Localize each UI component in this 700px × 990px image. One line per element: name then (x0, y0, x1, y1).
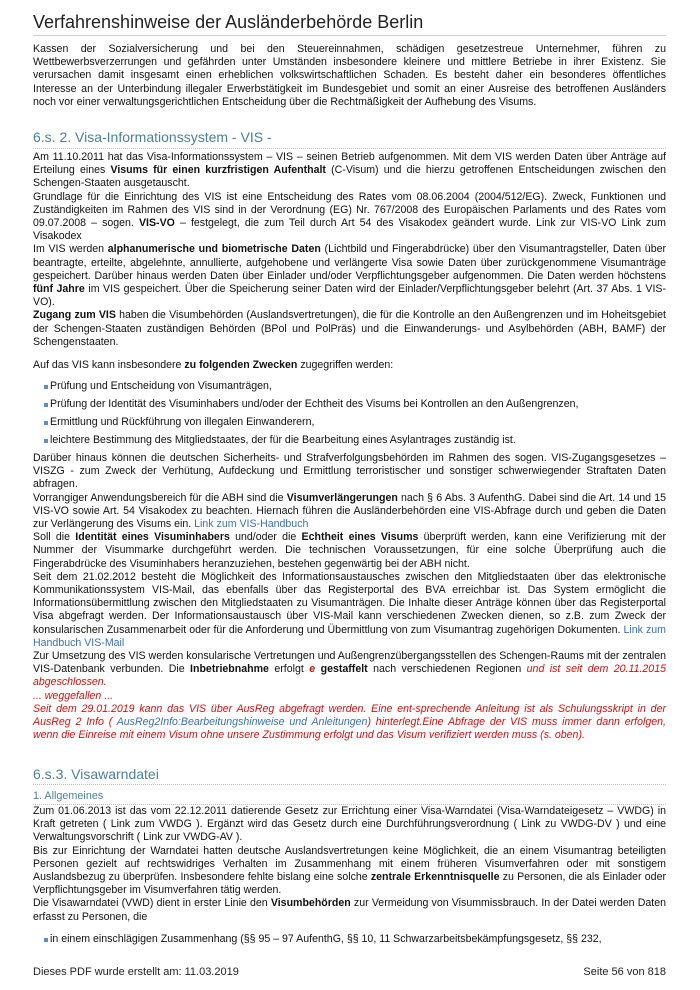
vwd-p2: Bis zur Einrichtung der Warndatei hatten deutsche Auslandsvertretungen keine Möglichkeit, die an einem Visumantrag beteiligten Personen gezielt auf rechtswidriges Verhalten im Zusammenhang mit einem früheren Visumverfahren oder mit sonstigem Auslandsbezug zu überprüfen. Insbesondere fehlte bislang eine solche zentrale Erkenntnisquelle zu Personen, die als Einlader oder Verpflichtungsgeber im Visumverfahren tätig werden. (33, 844, 666, 897)
list-item: leichtere Bestimmung des Mitgliedstaates, der für die Bearbeitung eines Asylantrages zuständig ist. (44, 434, 664, 452)
vis-p11: ... weggefallen ... (33, 689, 114, 702)
footer-created-date: Dieses PDF wurde erstellt am: 11.03.2019 (33, 966, 239, 978)
vis-mail-handbook-link[interactable]: Link zum Handbuch VIS-Mail (33, 623, 667, 649)
bullet-icon (44, 403, 48, 407)
bullet-icon (44, 439, 48, 443)
bullet-icon (44, 385, 48, 389)
footer-page-number: Seite 56 von 818 (583, 966, 666, 978)
section-divider-vwd (33, 784, 666, 785)
vis-p2: Grundlage für die Einrichtung des VIS ist eine Entscheidung des Rates vom 08.06.2004 (2004/512/EG). Zweck, Funktionen und Zuständigkeiten im Rahmen des VIS sind in der Verordnung (EG) Nr. 767/2008 des Europäischen Parlaments und des Rates vom 09.07.2008 – sogen. VIS-VO – festgelegt, die zum Teil durch Art 54 des Visakodex geändert wurde. Link zur VIS-VO Link zum Visakodex (33, 190, 666, 243)
vis-p1: Am 11.10.2011 hat das Visa-Informationssystem – VIS – seinen Betrieb aufgenommen. Mit dem VIS werden Daten über Anträge auf Erteilung eines Visums für einen kurzfristigen Aufenthalt (C-Visum) und die hierzu getroffenen Entscheidungen zwischen den Schengen-Staaten ausgetauscht. (33, 151, 667, 190)
vis-p7: Vorrangiger Anwendungsbereich für die ABH sind die Visumverlängerungen nach § 6 Abs. 3 AufenthG. Dabei sind die Art. 14 und 15 VIS-VO sowie Art. 54 Visakodex zu beachten. Hiernach führen die Ausländerbehörden eine VIS-Abfrage durch und geben die Daten zur Verlängerung des Visums ein. Link zum VIS-Handbuch (33, 491, 666, 531)
list-item: Prüfung und Entscheidung von Visumanträgen, (44, 380, 664, 398)
list-item: Prüfung der Identität des Visuminhabers und/oder der Echtheit des Visums bei Kontrollen an den Außengrenzen, (44, 398, 664, 416)
vwd-p1: Zum 01.06.2013 ist das vom 22.12.2011 datierende Gesetz zur Errichtung einer Visa-Warndatei (Visa-Warndateigesetz – VWDG) in Kraft getreten ( Link zum VWDG ). Ergänzt wird das Gesetz durch eine Durchführungsverordnung ( Link zu VWDG-DV ) und eine Verwaltungsvorschrift ( Link zur VWDG-AV ). (33, 805, 666, 844)
intro-text: Kassen der Sozialversicherung und bei den Steuereinnahmen, schädigen gesetzestreue Unternehmer, führen zu Wettbewerbsverzerrungen und gefährden unter Umständen insbesondere kleinere und mittlere Betriebe in ihrer Existenz. Sie verursachen damit insgesamt einen erheblichen volkswirtschaftlichen Schaden. Es besteht daher ein besonderes öffentliches Interesse an der Unterbindung illegaler Erwerbstätigkeit im Bundesgebiet und somit an einer Ausreise des betroffenen Ausländers noch vor einer verwaltungsgerichtlichen Entscheidung über die Rechtmäßigkeit der Aufhebung des Visums. (33, 43, 666, 108)
ausreg-info-link[interactable]: AusReg2Info:Bearbeitungshinweise und Anleitungen (116, 716, 368, 729)
vis-p4: Zugang zum VIS haben die Visumbehörden (Auslandsvertretungen), die für die Kontrolle an den Außengrenzen und im Hoheitsgebiet der Schengen-Staaten zuständigen Behörden (BPol und PolPräs) und die Einwanderungs- und Asylbehörden (ABH, BAMF) der Schengenstaaten. (33, 309, 666, 348)
vis-purpose-intro (33, 359, 666, 372)
section-heading-vis: 6.s. 2. Visa-Informationssystem - VIS - (33, 129, 272, 145)
vis-p12: Seit dem 29.01.2019 kann das VIS über AusReg abgefragt werden. Eine ent-sprechende Anleitung ist als Schulungsskript in der AusReg 2 Info ( AusReg2Info:Bearbeitungshinweise und Anleitungen) hinterlegt.Eine Abfrage der VIS muss immer dann erfolgen, wenn die Einreise mit einem Visum ohne unsere Zustimmung erfolgt und das Visum verifiziert werden muss (s. oben). (33, 702, 666, 742)
page-title: Verfahrenshinweise der Ausländerbehörde Berlin (33, 12, 424, 32)
vis-handbook-link[interactable]: Link zum VIS-Handbuch (194, 518, 309, 531)
list-item: Ermittlung und Rückführung von illegalen Einwanderern, (44, 416, 664, 434)
vis-p10: Zur Umsetzung des VIS werden konsularische Vertretungen und Außengrenzübergangsstellen des Schengen-Raums mit der zentralen VIS-Datenbank verbunden. Die Inbetriebnahme erfolgt e gestaffelt nach verschiedenen Regionen und ist seit dem 20.11.2015 abgeschlossen. (33, 650, 666, 689)
list-item: in einem einschlägigen Zusammenhang (§§ 95 – 97 AufenthG, §§ 10, 11 Schwarzarbeitsbekämpfungsgesetz, §§ 232, (44, 933, 664, 951)
vis-body-1 (33, 151, 666, 349)
vis-p3: Im VIS werden alphanumerische und biometrische Daten (Lichtbild und Fingerabdrücke) über den Visumantragsteller, Daten über beantragte, erteilte, abgelehnte, annullierte, aufgehobene und verlängerte Visa sowie Daten über zurückgenommene Visumanträge gespeichert. Darüber hinaus werden Daten über Einlader und/oder Verpflichtungsgeber aufgenommen. Die Daten werden höchstens fünf Jahre im VIS gespeichert. Über die Speicherung seiner Daten wird der Einlader/Verpflichtungsgeber belehrt (Art. 37 Abs. 1 VIS-VO). (33, 243, 667, 309)
vis-body-2 (33, 452, 666, 742)
section-heading-vwd: 6.s.3. Visawarndatei (33, 766, 159, 782)
bullet-icon (44, 421, 48, 425)
vis-p8: Soll die Identität eines Visuminhabers und/oder die Echtheit eines Visums überprüft werden, kann eine Verifizierung mit der Nummer der Visummarke durchgeführt werden. Die technischen Voraussetzungen, für eine solche Überprüfung auch die Fingerabdrücke des Visuminhabers heranzuziehen, bestehen gegenwärtig bei der ABH nicht. (33, 531, 666, 570)
vis-p6: Darüber hinaus können die deutschen Sicherheits- und Strafverfolgungsbehörden im Rahmen des sogen. VIS-Zugangsgesetzes – VISZG - zum Zweck der Verhütung, Aufdeckung und Ermittlung terroristischer und sonstiger schwerwiegender Straftaten Daten abfragen. (33, 452, 666, 491)
section-divider-vis (33, 148, 666, 149)
vwd-p3: Die Visawarndatei (VWD) dient in erster Linie den Visumbehörden zur Vermeidung von Visummissbrauch. In der Datei werden Daten erfasst zu Personen, die (33, 897, 666, 923)
vis-p5: Auf das VIS kann insbesondere zu folgenden Zwecken zugegriffen werden: (33, 359, 394, 371)
subsection-heading-general: 1. Allgemeines (33, 790, 104, 802)
vwd-criteria-list (44, 933, 664, 951)
vwd-body (33, 805, 666, 924)
vis-purpose-list (44, 380, 664, 452)
intro-paragraph (33, 43, 666, 109)
bullet-icon (44, 938, 48, 942)
vis-p9: Seit dem 21.02.2012 besteht die Möglichkeit des Informationsaustausches zwischen den Mitgliedstaaten über das elektronische Kommunikationssystem VIS-Mail, das ebenfalls über das Registerportal des BVA erreichbar ist. Das System ermöglicht die Informationsübermittlung zwischen den Mitgliedstaaten zu Visumanträgen. Die Inhalte dieser Anträge können über das Registerportal Visa abgefragt werden. Der Informationsaustausch über VIS-Mail kann verschiedenen Zwecken dienen, so z.B. zum Zweck der konsularischen Zusammenarbeit oder für die Anforderung und Übermittlung von zum Visumantrag zugehörigen Dokumenten. Link zum Handbuch VIS-Mail (33, 570, 667, 649)
title-divider (33, 35, 666, 36)
